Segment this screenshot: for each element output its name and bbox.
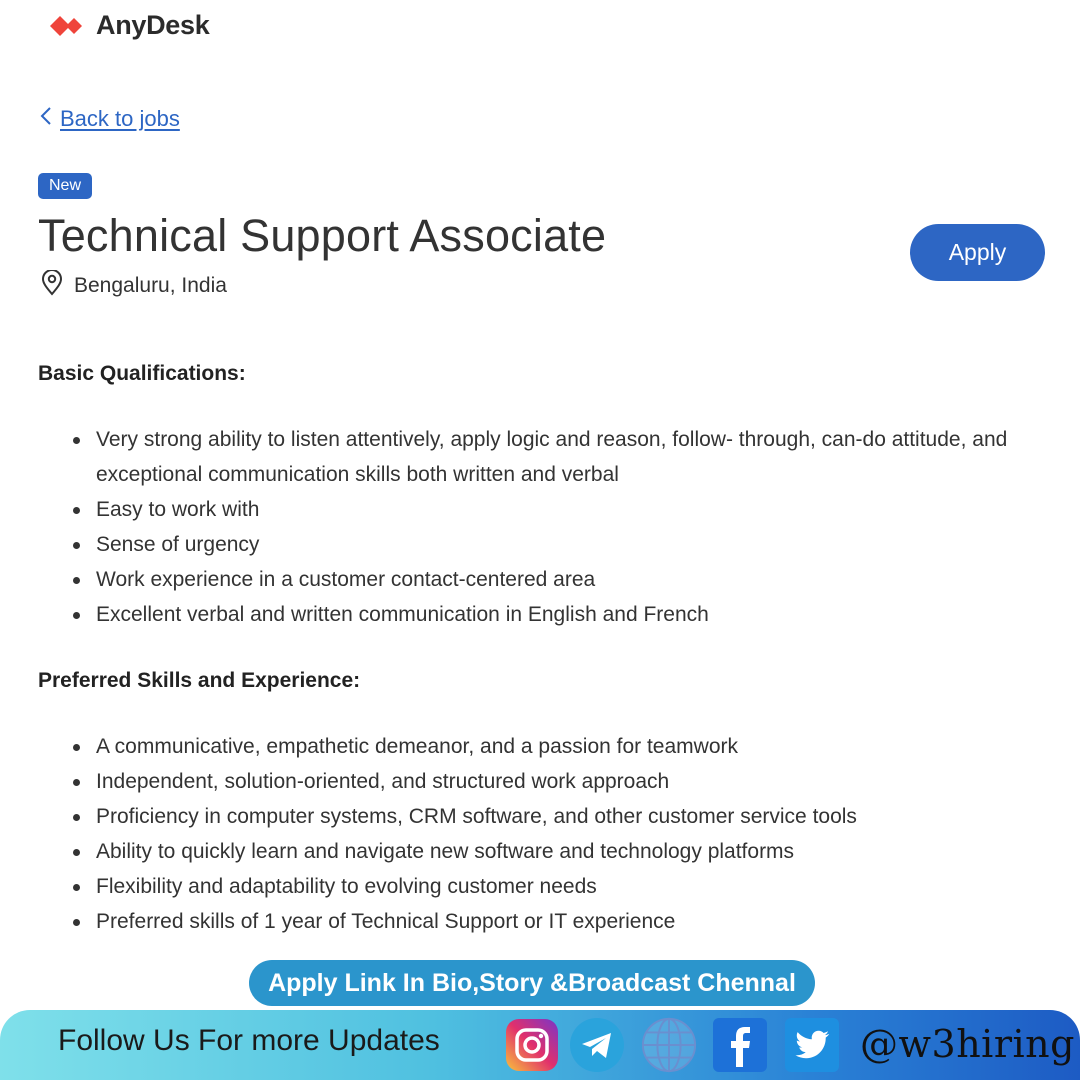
- back-to-jobs-label[interactable]: Back to jobs: [60, 106, 180, 131]
- anydesk-logo-icon: [48, 12, 88, 40]
- list-item: Very strong ability to listen attentively, apply logic and reason, follow- through, can-do attitude, and exceptional communication skills both written and verbal: [96, 422, 1046, 492]
- telegram-icon[interactable]: [568, 1016, 626, 1074]
- brand-name: AnyDesk: [96, 10, 210, 40]
- chevron-left-icon: [40, 106, 52, 132]
- list-item: A communicative, empathetic demeanor, and a passion for teamwork: [96, 729, 1046, 764]
- list-item: Independent, solution-oriented, and structured work approach: [96, 764, 1046, 799]
- basic-qualifications-list: [96, 422, 1046, 632]
- anydesk-logo: [48, 10, 209, 41]
- list-item: Work experience in a customer contact-centered area: [96, 562, 1046, 597]
- list-item: Easy to work with: [96, 492, 1046, 527]
- social-handle: @w3hiring: [860, 1022, 1075, 1066]
- list-item: Excellent verbal and written communication in English and French: [96, 597, 1046, 632]
- list-item: Sense of urgency: [96, 527, 1046, 562]
- apply-button[interactable]: Apply: [910, 224, 1045, 281]
- apply-link-banner: Apply Link In Bio,Story &Broadcast Chennal: [249, 960, 815, 1006]
- job-title: Technical Support Associate: [38, 210, 607, 261]
- globe-icon[interactable]: [640, 1016, 698, 1074]
- facebook-icon[interactable]: [711, 1016, 769, 1074]
- basic-qualifications-heading: Basic Qualifications:: [38, 362, 246, 385]
- twitter-icon[interactable]: [783, 1016, 841, 1074]
- list-item: Preferred skills of 1 year of Technical Support or IT experience: [96, 904, 1046, 939]
- preferred-skills-list: [96, 729, 1046, 939]
- instagram-icon[interactable]: [503, 1016, 561, 1074]
- new-badge: New: [38, 173, 92, 199]
- list-item: Flexibility and adaptability to evolving customer needs: [96, 869, 1046, 904]
- preferred-skills-heading: Preferred Skills and Experience:: [38, 669, 361, 692]
- list-item: Proficiency in computer systems, CRM software, and other customer service tools: [96, 799, 1046, 834]
- list-item: Ability to quickly learn and navigate new software and technology platforms: [96, 834, 1046, 869]
- location-pin-icon: [40, 270, 64, 302]
- back-to-jobs-link[interactable]: [40, 106, 180, 132]
- job-location-text: Bengaluru, India: [74, 274, 227, 297]
- follow-us-text: Follow Us For more Updates: [58, 1024, 440, 1057]
- job-location: [40, 270, 227, 302]
